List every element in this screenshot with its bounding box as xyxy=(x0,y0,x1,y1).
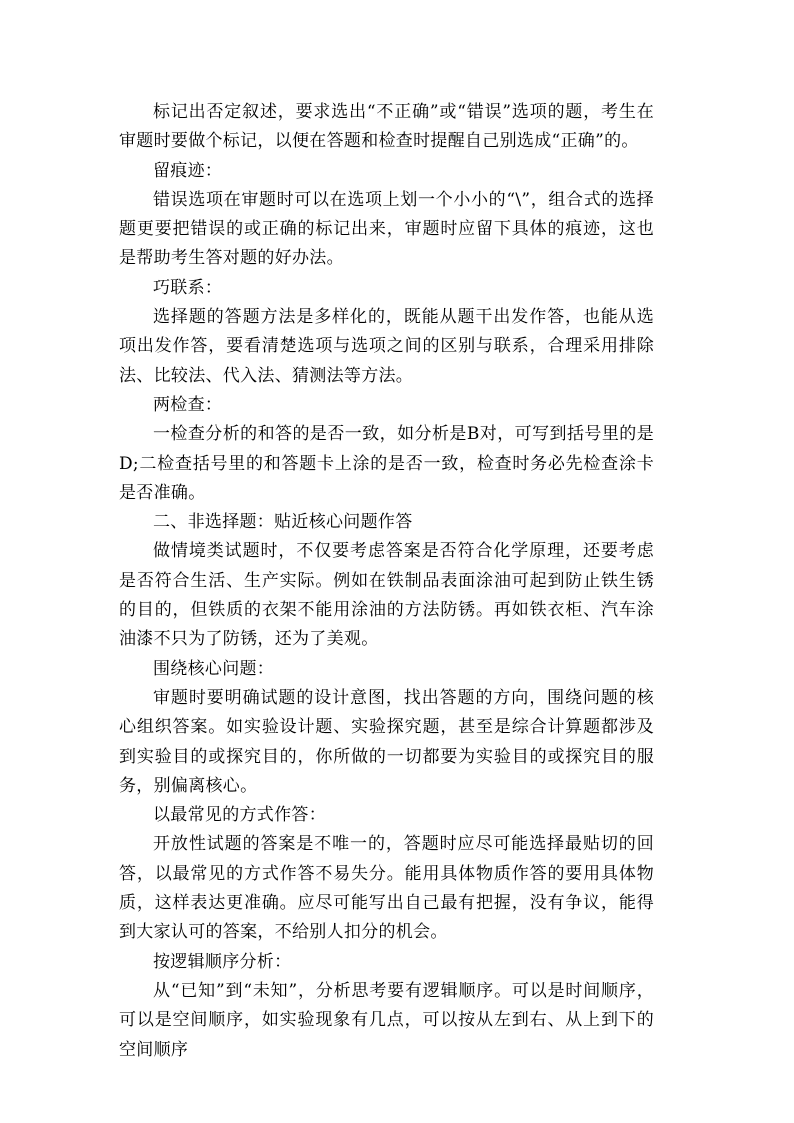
heading-leave-marks: 留痕迹： xyxy=(153,160,223,181)
heading-clever-connection: 巧联系： xyxy=(153,277,223,298)
section-heading-non-choice: 二、非选择题：贴近核心问题作答 xyxy=(153,512,413,533)
paragraph-2: 错误选项在审题时可以在选项上划一个小小的“\”，组合式的选择题更要把错误的或正确的标记出来，审题时应留下具体的痕迹，这也是帮助考生答对题的好办法。 xyxy=(119,189,654,269)
paragraph-1: 标记出否定叙述，要求选出“不正确”或“错误”选项的题，考生在审题时要做个标记，以便在答题和检查时提醒自己别选成“正确”的。 xyxy=(119,102,654,152)
heading-two-checks: 两检查： xyxy=(153,394,223,415)
paragraph-8: 从“已知”到“未知”，分析思考要有逻辑顺序。可以是时间顺序，可以是空间顺序，如实验现象有几点，可以按从左到右、从上到下的空间顺序 xyxy=(119,980,654,1060)
paragraph-6: 审题时要明确试题的设计意图，找出答题的方向，围绕问题的核心组织答案。如实验设计题、实验探究题，甚至是综合计算题都涉及到实验目的或探究目的，你所做的一切都要为实验目的或探究目的服务，别偏离核心。 xyxy=(119,687,654,796)
heading-logical-order: 按逻辑顺序分析： xyxy=(153,951,292,972)
paragraph-3: 选择题的答题方法是多样化的，既能从题干出发作答，也能从选项出发作答，要看清楚选项与选项之间的区别与联系，合理采用排除法、比较法、代入法、猜测法等方法。 xyxy=(119,307,654,386)
document-body xyxy=(119,98,654,1065)
paragraph-5: 做情境类试题时，不仅要考虑答案是否符合化学原理，还要考虑是否符合生活、生产实际。例如在铁制品表面涂油可起到防止铁生锈的目的，但铁质的衣架不能用涂油的方法防锈。再如铁衣柜、汽车涂油漆不只为了防锈，还为了美观。 xyxy=(119,541,654,650)
heading-core-question: 围绕核心问题： xyxy=(153,658,275,679)
paragraph-7: 开放性试题的答案是不唯一的，答题时应尽可能选择最贴切的回答，以最常见的方式作答不易失分。能用具体物质作答的要用具体物质，这样表达更准确。应尽可能写出自己最有把握，没有争议，能得到大家认可的答案，不给别人扣分的机会。 xyxy=(119,834,654,943)
paragraph-4: 一检查分析的和答的是否一致，如分析是B对，可写到括号里的是D;二检查括号里的和答题卡上涂的是否一致，检查时务必先检查涂卡是否准确。 xyxy=(119,424,654,503)
heading-common-way: 以最常见的方式作答： xyxy=(153,805,326,826)
